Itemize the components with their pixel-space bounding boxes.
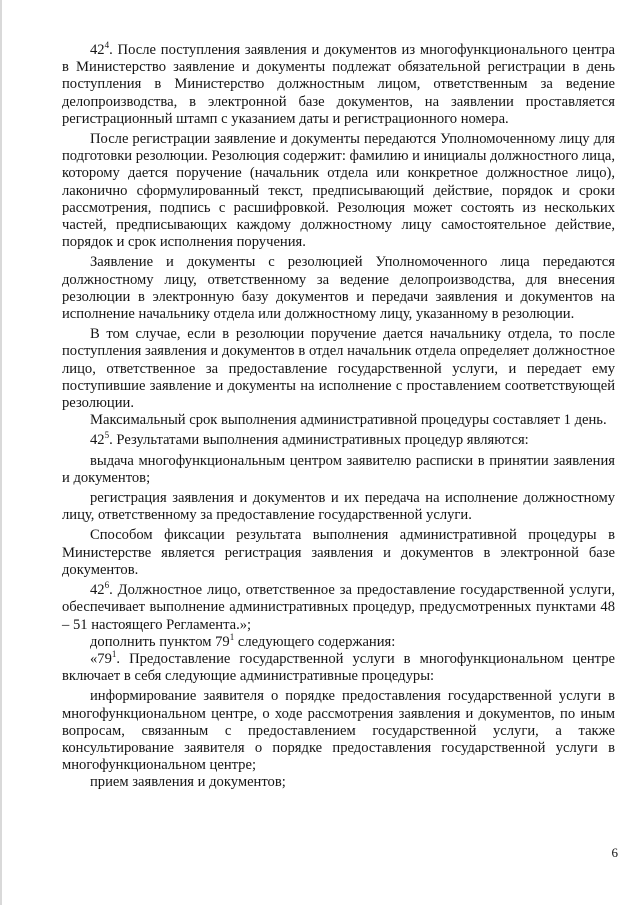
paragraph-add-79-1: дополнить пунктом $79^1$ следующего содержания: bbox=[90, 631, 396, 650]
paragraph-max-term: Максимальный срок выполнения административной процедуры составляет 1 день. bbox=[90, 412, 607, 429]
document-body bbox=[62, 42, 615, 792]
paragraph-42-6: $42^6$. Должностное лицо, ответственное за предоставление государственной услуги, обеспечивает выполнение административных процедур, предусмотренных пунктами 48 – 51 настоящего Регламента.»; bbox=[62, 580, 615, 633]
page-number: 6 bbox=[611, 845, 618, 860]
paragraph-informing: информирование заявителя о порядке предоставления государственной услуги в многофункциональном центре, о ходе рассмотрения заявления и документов, по иным вопросам, связанным с предоставлением государственной услуги, а также консультирование заявителя о порядке предоставления государственной услуги в многофункциональном центре; bbox=[62, 688, 615, 774]
paragraph-registration: После регистрации заявление и документы передаются Уполномоченному лицу для подготовки резолюции. Резолюция содержит: фамилию и инициалы должностного лица, которому дается поручение (начальник отдела или конкретное должностное лицо), лаконично сформулированный текст, предписывающий действие, порядок и сроки рассмотрения, подпись с расшифровкой. Резолюция может состоять из нескольких частей, предписывающих каждому должностному лицу самостоятельное действие, порядок и срок исполнения поручения. bbox=[62, 131, 615, 251]
paragraph-transfer: регистрация заявления и документов и их передача на исполнение должностному лицу, ответственному за предоставление государственной услуги. bbox=[62, 490, 615, 524]
paragraph-department-head: В том случае, если в резолюции поручение дается начальнику отдела, то после поступления заявления и документов в отдел начальник отдела определяет должностное лицо, ответственное за предоставление государственной услуги, и передает ему поступившие заявление и документы на исполнение с проставлением соответствующей резолюции. bbox=[62, 326, 615, 412]
scan-edge bbox=[0, 0, 2, 905]
paragraph-resolution: Заявление и документы с резолюцией Уполномоченного лица передаются должностному лицу, ответственному за ведение делопроизводства, для внесения резолюции в электронную базу документов и передачи заявления и документов на исполнение начальнику отдела или должностному лицу, указанному в резолюции. bbox=[62, 254, 615, 323]
paragraph-42-4: $42^4$. После поступления заявления и документов из многофункционального центра в Министерство заявление и документы подлежат обязательной регистрации в день поступления в Министерство должностным лицом, ответственным за ведение делопроизводства, в электронной базе документов, на заявлении проставляется регистрационный штамп с указанием даты и регистрационного номера. bbox=[62, 40, 615, 127]
paragraph-intake: прием заявления и документов; bbox=[90, 774, 286, 791]
paragraph-42-5: $42^5$. Результатами выполнения административных процедур являются: bbox=[90, 430, 529, 449]
paragraph-79-1: «$79^1$. Предоставление государственной услуги в многофункциональном центре включает в себя следующие административные процедуры: bbox=[62, 648, 615, 685]
paragraph-fixation: Способом фиксации результата выполнения административной процедуры в Министерстве является регистрация заявления и документов в электронной базе документов. bbox=[62, 527, 615, 578]
paragraph-receipt: выдача многофункциональным центром заявителю расписки в принятии заявления и документов; bbox=[62, 452, 615, 486]
